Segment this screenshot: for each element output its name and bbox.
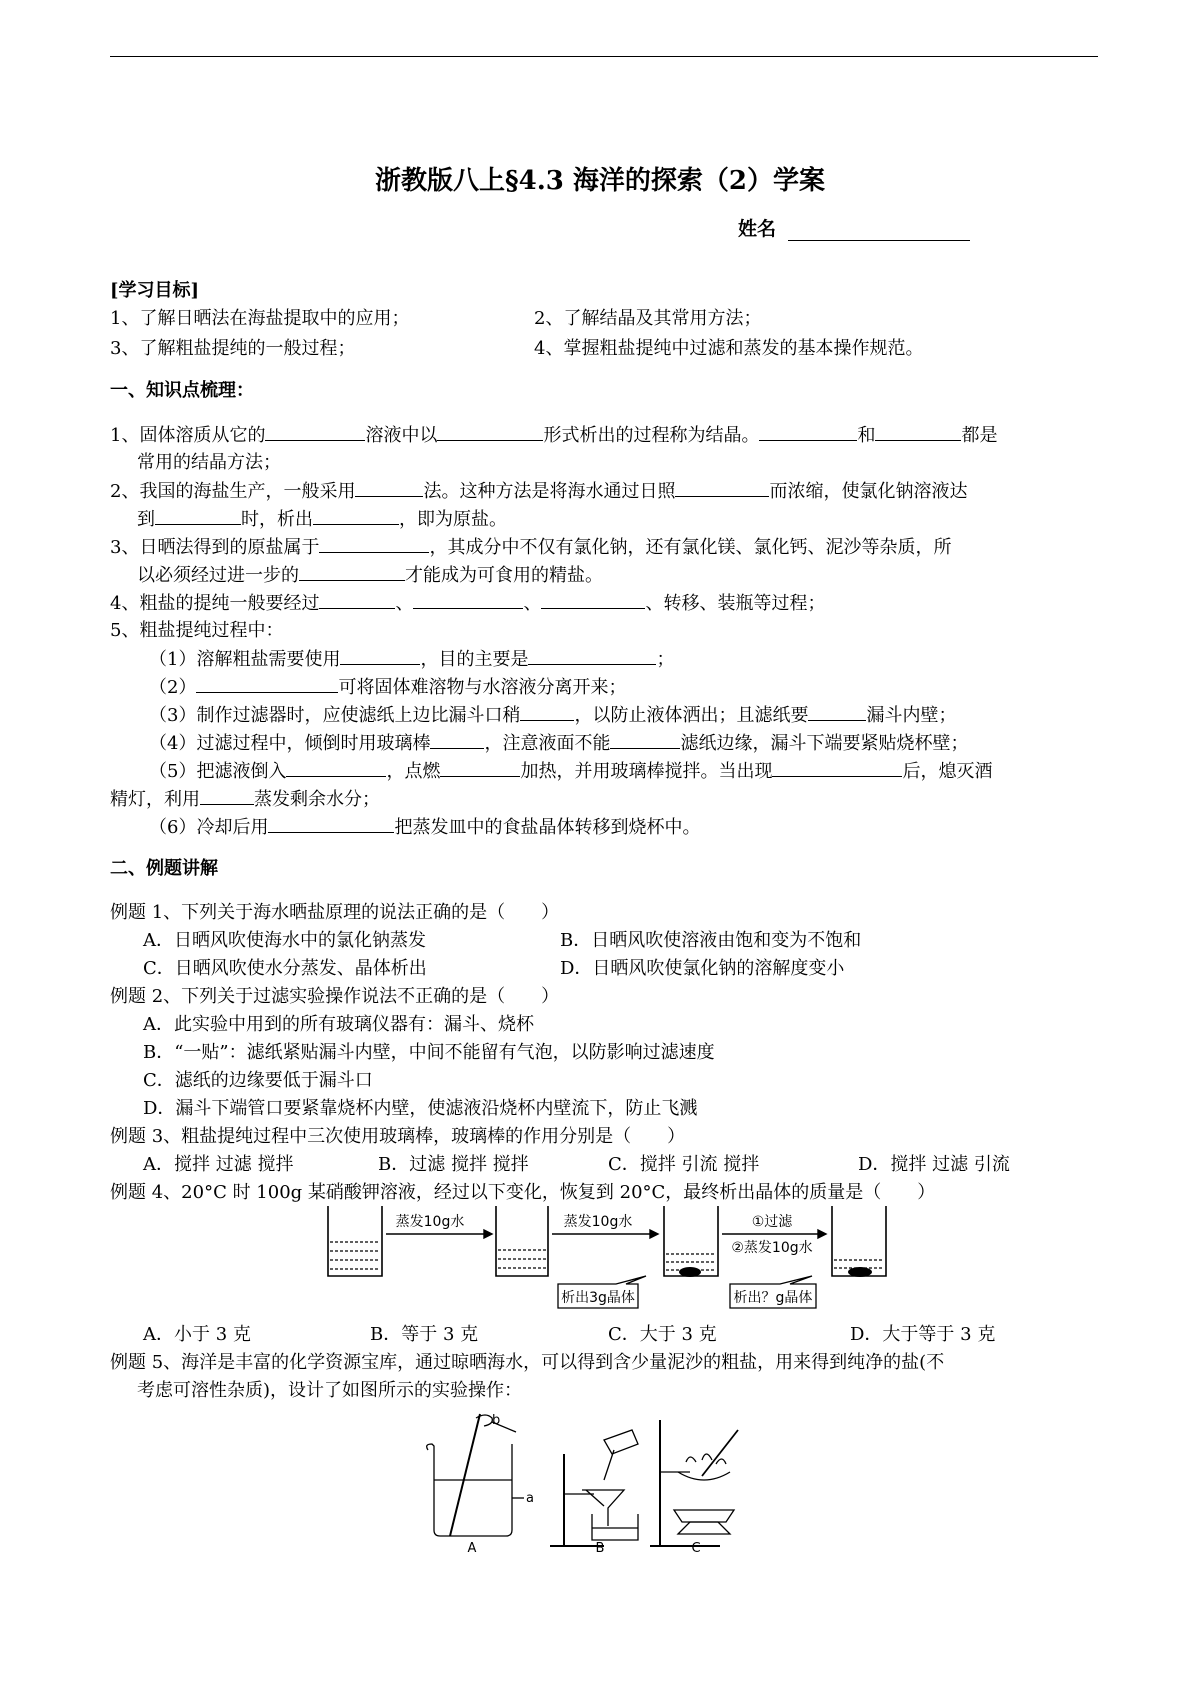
figure-b-caption: B [595, 1541, 605, 1552]
answer-blank [196, 674, 338, 693]
callout-2: 析出？g晶体 [733, 1290, 813, 1306]
answer-blank [808, 702, 866, 721]
figure-a-caption: A [467, 1541, 477, 1552]
goals-heading: [学习目标] [110, 280, 200, 301]
example-2-option-c: C．滤纸的边缘要低于漏斗口 [143, 1070, 373, 1091]
answer-blank [430, 730, 484, 749]
arrow-label-2: 蒸发10g水 [563, 1214, 633, 1230]
example-3-option-d: D．搅拌 过滤 引流 [858, 1154, 1010, 1175]
example-2-option-d: D．漏斗下端管口要紧靠烧杯内壁，使滤液沿烧杯内壁流下，防止飞溅 [143, 1098, 698, 1119]
example-2-option-a: A．此实验中用到的所有玻璃仪器有：漏斗、烧杯 [143, 1014, 534, 1035]
page-title: 浙教版八上§4.3 海洋的探索（2）学案 [375, 166, 825, 196]
example-4-option-a: A．小于 3 克 [143, 1324, 251, 1345]
question-5-sub4: （4）过滤过程中，倾倒时用玻璃棒 ，注意液面不能 滤纸边缘，漏斗下端要紧贴烧杯壁； [149, 730, 968, 757]
question-5-head: 5、粗盐提纯过程中： [110, 620, 284, 641]
answer-blank [319, 590, 395, 609]
example-5-stem-line2: 考虑可溶性杂质)，设计了如图所示的实验操作： [137, 1380, 523, 1401]
answer-blank [268, 814, 394, 833]
example-2-option-b: B．“一贴”：滤纸紧贴漏斗内壁，中间不能留有气泡，以防影响过滤速度 [143, 1042, 715, 1063]
answer-blank [610, 730, 680, 749]
arrow-label-3a: ①过滤 [751, 1214, 793, 1230]
example-4-option-d: D．大于等于 3 克 [850, 1324, 996, 1345]
callout-1: 析出3g晶体 [561, 1290, 635, 1306]
answer-blank [675, 478, 769, 497]
question-5-sub5-line2: 精灯，利用 蒸发剩余水分； [110, 786, 380, 813]
example-1-stem: 例题 1、下列关于海水晒盐原理的说法正确的是（ ） [110, 902, 560, 923]
question-4: 4、粗盐的提纯一般要经过 、 、 、转移、装瓶等过程； [110, 590, 825, 617]
answer-blank [437, 422, 543, 441]
question-5-sub5-line1: （5）把滤液倒入 ，点燃 加热，并用玻璃棒搅拌。当出现 后，熄灭酒 [149, 758, 992, 785]
answer-blank [520, 702, 574, 721]
answer-blank [413, 590, 523, 609]
section2-heading: 二、例题讲解 [110, 858, 218, 879]
question-1-line2: 常用的结晶方法； [137, 452, 281, 473]
name-field [738, 214, 970, 241]
label-b: b [492, 1413, 501, 1428]
answer-blank [200, 786, 254, 805]
example-1-option-b: B．日晒风吹使溶液由饱和变为不饱和 [560, 930, 862, 951]
example-1-option-c: C．日晒风吹使水分蒸发、晶体析出 [143, 958, 427, 979]
example-3-stem: 例题 3、粗盐提纯过程中三次使用玻璃棒，玻璃棒的作用分别是（ ） [110, 1126, 686, 1147]
answer-blank [355, 478, 423, 497]
lab-apparatus-diagram [420, 1410, 800, 1552]
question-5-sub1: （1）溶解粗盐需要使用 ，目的主要是 ； [149, 646, 674, 673]
name-label: 姓名 [738, 218, 777, 240]
goal-item: 3、了解粗盐提纯的一般过程； [110, 338, 356, 359]
example-4-stem: 例题 4、20°C 时 100g 某硝酸钾溶液，经过以下变化，恢复到 20°C，最终析出晶体的质量是（ ） [110, 1182, 936, 1203]
answer-blank [759, 422, 857, 441]
answer-blank [155, 506, 241, 525]
question-5-sub6: （6）冷却后用 把蒸发皿中的食盐晶体转移到烧杯中。 [149, 814, 700, 841]
answer-blank [286, 758, 386, 777]
answer-blank [541, 590, 645, 609]
section1-heading: 一、知识点梳理： [110, 380, 254, 401]
answer-blank [313, 506, 399, 525]
example-3-option-b: B．过滤 搅拌 搅拌 [378, 1154, 529, 1175]
question-2-line2: 到 时，析出 ，即为原盐。 [137, 506, 507, 533]
example-1-option-d: D．日晒风吹使氯化钠的溶解度变小 [560, 958, 845, 979]
answer-blank [319, 534, 429, 553]
answer-blank [265, 422, 365, 441]
answer-blank [528, 646, 656, 665]
goal-item: 1、了解日晒法在海盐提取中的应用； [110, 308, 410, 329]
label-a: a [526, 1491, 534, 1506]
question-3-line2: 以必须经过进一步的 才能成为可食用的精盐。 [137, 562, 603, 589]
question-5-sub2: （2） 可将固体难溶物与水溶液分离开来； [149, 674, 626, 701]
figure-c-caption: C [691, 1541, 701, 1552]
arrow-label-3b: ②蒸发10g水 [731, 1240, 813, 1256]
evaporation-diagram [320, 1204, 920, 1322]
question-1-line1: 1、固体溶质从它的 溶液中以 形式析出的过程称为结晶。 和 都是 [110, 422, 997, 449]
name-blank [788, 220, 970, 241]
example-3-option-c: C．搅拌 引流 搅拌 [608, 1154, 760, 1175]
answer-blank [299, 562, 405, 581]
goal-item: 2、了解结晶及其常用方法； [534, 308, 762, 329]
header-rule [110, 56, 1098, 57]
example-3-option-a: A．搅拌 过滤 搅拌 [143, 1154, 294, 1175]
answer-blank [875, 422, 961, 441]
example-2-stem: 例题 2、下列关于过滤实验操作说法不正确的是（ ） [110, 986, 560, 1007]
answer-blank [340, 646, 420, 665]
goal-item: 4、掌握粗盐提纯中过滤和蒸发的基本操作规范。 [534, 338, 924, 359]
example-4-option-c: C．大于 3 克 [608, 1324, 717, 1345]
question-2-line1: 2、我国的海盐生产，一般采用 法。这种方法是将海水通过日照 而浓缩，使氯化钠溶液达 [110, 478, 967, 505]
example-4-option-b: B．等于 3 克 [370, 1324, 479, 1345]
question-3-line1: 3、日晒法得到的原盐属于 ，其成分中不仅有氯化钠，还有氯化镁、氯化钙、泥沙等杂质，所 [110, 534, 951, 561]
example-1-option-a: A．日晒风吹使海水中的氯化钠蒸发 [143, 930, 426, 951]
question-5-sub3: （3）制作过滤器时，应使滤纸上边比漏斗口稍 ，以防止液体洒出；且滤纸要 漏斗内壁； [149, 702, 956, 729]
crystal-pile [679, 1267, 701, 1277]
arrow-label-1: 蒸发10g水 [395, 1214, 465, 1230]
answer-blank [772, 758, 902, 777]
crystal-pile [848, 1267, 872, 1277]
example-5-stem-line1: 例题 5、海洋是丰富的化学资源宝库，通过晾晒海水，可以得到含少量泥沙的粗盐，用来得到纯净的盐(不 [110, 1352, 945, 1373]
answer-blank [440, 758, 520, 777]
